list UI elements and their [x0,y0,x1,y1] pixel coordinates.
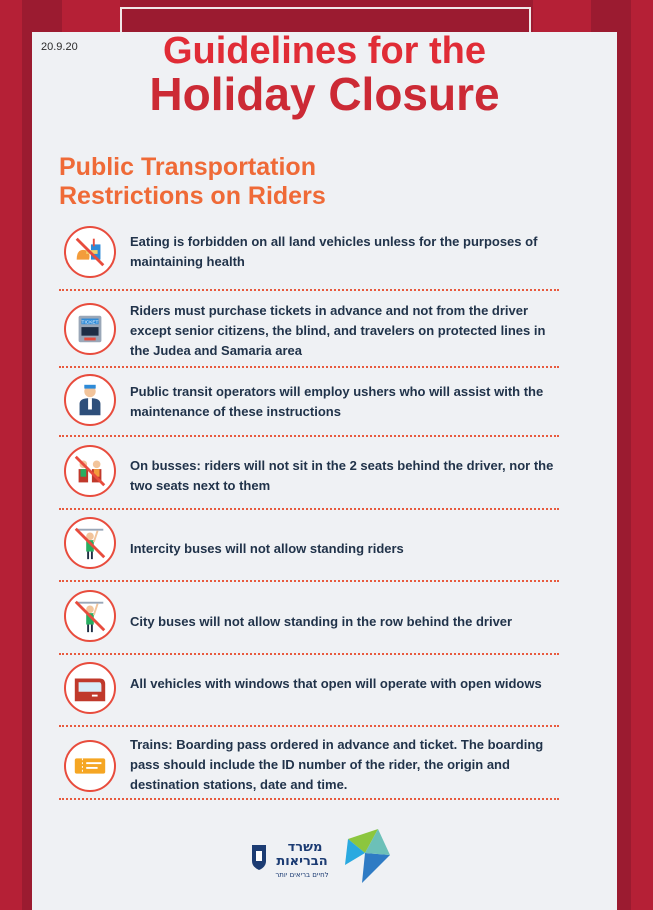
no-standing-icon [64,517,116,569]
dotted-divider [59,798,559,800]
logo-name-line-2: הבריאות [276,854,328,869]
bus-seats-icon [64,445,116,497]
guideline-text: City buses will not allow standing in the row behind the driver [130,614,513,629]
dotted-divider [59,435,559,437]
guideline-text: Intercity buses will not allow standing riders [130,541,404,556]
dotted-divider [59,366,559,368]
dotted-divider [59,653,559,655]
guideline-text: Riders must purchase tickets in advance and not from the driver except senior citizens, the blind, and travelers on protected lines in the Judea and Samaria area [130,303,546,358]
open-window-icon [64,662,116,714]
title-line-2: Holiday Closure [149,68,500,120]
dotted-divider [59,725,559,727]
train-ticket-icon [64,740,116,792]
date-label: 20.9.20 [41,41,78,53]
guideline-text: On busses: riders will not sit in the 2 seats behind the driver, nor the two seats next to them [130,458,554,493]
guideline-text: Eating is forbidden on all land vehicles unless for the purposes of maintaining health [130,234,538,269]
logo-tagline: לחיים בריאים יותר [275,871,329,879]
guideline-text: Public transit operators will employ ushers who will assist with the maintenance of these instructions [130,384,544,419]
right-stripe [631,0,653,910]
left-stripe [0,0,22,910]
svg-text:TICKET: TICKET [81,320,99,326]
guideline-text: Trains: Boarding pass ordered in advance and ticket. The boarding pass should include the ID number of the rider, the origin and destination stations, date and time. [130,737,544,792]
poster-card [32,32,617,910]
no-eating-icon [64,226,116,278]
title-line-1: Guidelines for the [162,30,487,72]
section-title: Public Transportation Restrictions on Riders [59,153,326,210]
no-standing-icon [64,590,116,642]
ticket-machine-icon [64,303,116,355]
guideline-text: All vehicles with windows that open will operate with open widows [130,676,542,691]
dotted-divider [59,289,559,291]
ministry-of-health-logo [250,827,400,887]
usher-icon [64,374,116,426]
dotted-divider [59,580,559,582]
logo-name-line-1: משרד [287,840,323,855]
dotted-divider [59,508,559,510]
